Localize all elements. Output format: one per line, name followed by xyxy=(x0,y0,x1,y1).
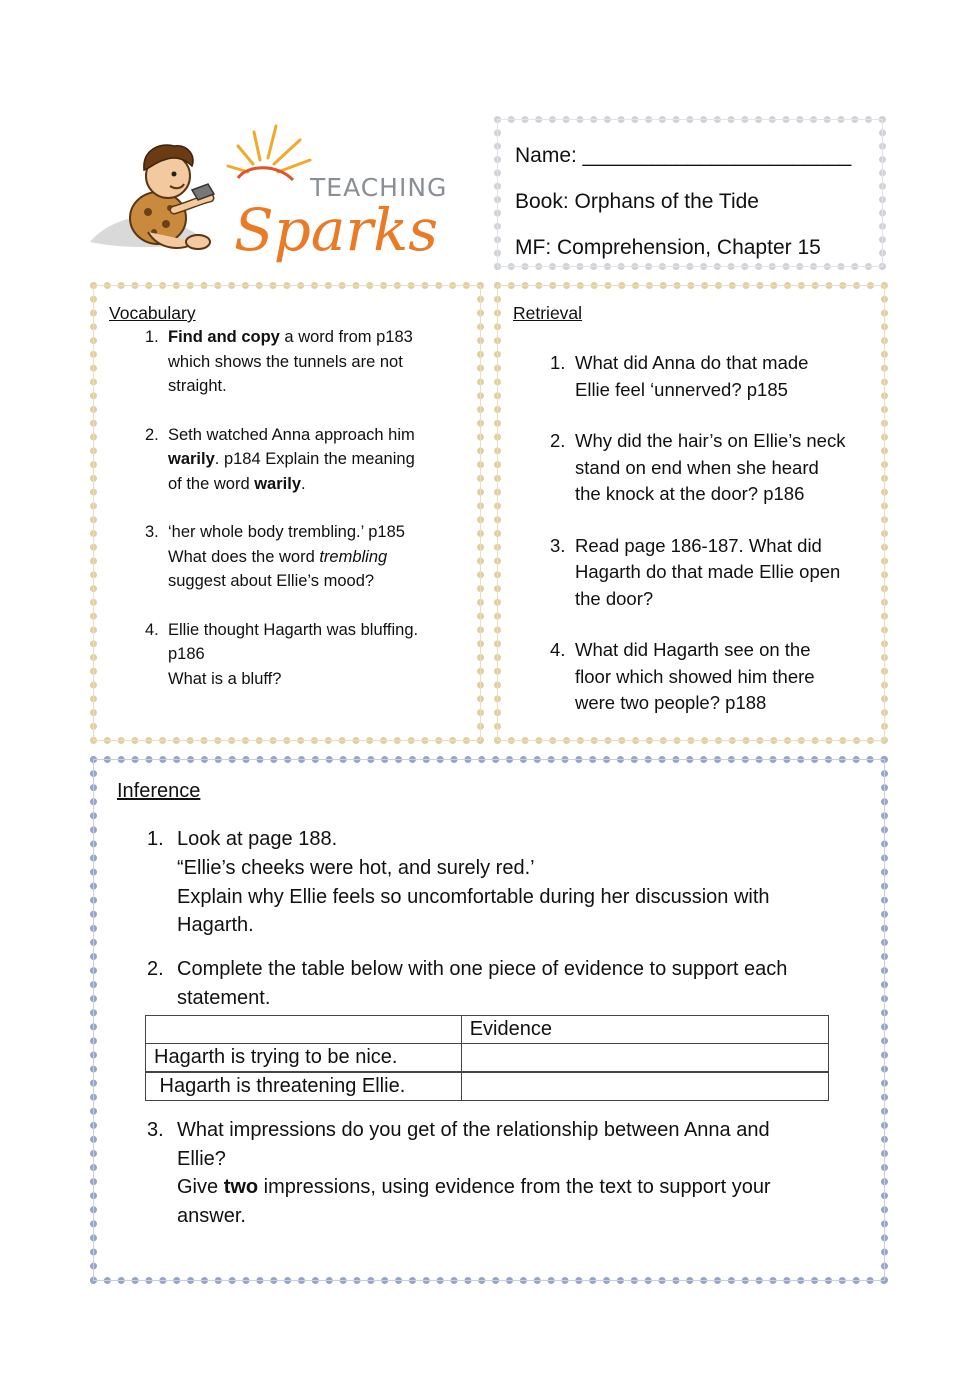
keyword-bold: warily xyxy=(254,474,301,493)
retrieval-question-4 xyxy=(513,637,871,717)
question-text: impressions, using evidence from the text to support your xyxy=(258,1176,771,1199)
table-row xyxy=(146,1043,829,1071)
question-text: were two people? p188 xyxy=(575,692,767,713)
question-text: What did Anna do that made xyxy=(575,352,809,373)
question-text: p186 xyxy=(168,645,205,663)
question-text: Hagarth do that made Ellie open xyxy=(575,561,841,582)
evidence-answer-cell[interactable] xyxy=(461,1072,828,1100)
question-text: of the word xyxy=(168,474,255,493)
question-number: 3. xyxy=(147,1118,164,1141)
question-number: 2. xyxy=(147,958,164,981)
retrieval-question-list xyxy=(513,350,871,717)
inference-heading: Inference xyxy=(117,780,201,802)
question-text: Give xyxy=(177,1176,224,1199)
question-text: Explain why Ellie feels so uncomfortable during her discussion with xyxy=(177,885,770,908)
mf-title: MF: Comprehension, Chapter 15 xyxy=(515,236,821,259)
question-text: Read page 186-187. What did xyxy=(575,534,822,556)
question-text: . xyxy=(301,474,306,493)
table-header-cell: Evidence xyxy=(461,1015,828,1043)
retrieval-heading: Retrieval xyxy=(513,303,583,323)
name-field[interactable]: Name: _______________________ xyxy=(515,144,852,167)
instruction-bold: Find and copy xyxy=(168,328,280,346)
vocabulary-question-list xyxy=(109,325,467,691)
inference-question-3 xyxy=(117,1116,861,1231)
book-title: Book: Orphans of the Tide xyxy=(515,190,759,213)
question-text: What did Hagarth see on the xyxy=(575,639,811,660)
vocabulary-question-2 xyxy=(109,423,467,497)
question-text: Ellie feel ‘unnerved? p185 xyxy=(575,378,788,400)
inference-section xyxy=(90,756,888,1284)
evidence-answer-cell[interactable] xyxy=(461,1043,828,1071)
question-number: 1. xyxy=(145,328,159,346)
question-text: stand on end when she heard xyxy=(575,456,819,478)
retrieval-question-3 xyxy=(513,533,871,613)
question-text: the knock at the door? p186 xyxy=(575,483,805,504)
keyword-bold: two xyxy=(223,1176,259,1199)
vocabulary-heading: Vocabulary xyxy=(109,303,196,323)
teaching-sparks-logo xyxy=(88,120,458,265)
question-text: What impressions do you get of the relationship between Anna and xyxy=(177,1118,770,1141)
vocabulary-question-3 xyxy=(109,520,467,594)
question-text: Ellie thought Hagarth was bluffing. xyxy=(168,620,419,639)
question-number: 3. xyxy=(145,523,159,541)
question-text: . p184 Explain the meaning xyxy=(214,450,415,468)
question-text: Why did the hair’s on Ellie’s neck xyxy=(575,430,846,451)
table-header-row xyxy=(146,1015,829,1043)
question-text: the door? xyxy=(575,587,654,609)
retrieval-question-1 xyxy=(513,350,871,403)
question-text: What is a bluff? xyxy=(168,669,282,688)
question-text: Hagarth. xyxy=(177,914,254,937)
svg-text:Sparks: Sparks xyxy=(234,196,439,264)
statement-cell: Hagarth is threatening Ellie. xyxy=(146,1072,462,1100)
statement-cell: Hagarth is trying to be nice. xyxy=(146,1043,462,1071)
question-number: 2. xyxy=(145,425,159,444)
caveman-mascot-icon xyxy=(88,120,458,265)
question-text: Complete the table below with one piece of evidence to support each xyxy=(177,958,788,981)
question-number: 1. xyxy=(550,352,566,373)
question-number: 2. xyxy=(550,430,566,451)
question-text: Look at page 188. xyxy=(177,828,338,850)
quote-text: “Ellie’s cheeks were hot, and surely red.’ xyxy=(177,856,535,879)
evidence-table xyxy=(145,1015,829,1101)
question-text: Seth watched Anna approach him xyxy=(168,425,415,444)
question-text: answer. xyxy=(177,1205,246,1228)
question-number: 4. xyxy=(550,639,566,660)
vocabulary-section xyxy=(90,282,484,744)
student-info-box xyxy=(494,116,886,270)
vocabulary-question-1 xyxy=(109,325,467,399)
question-text: suggest about Ellie’s mood? xyxy=(168,572,375,590)
question-text: a word from p183 xyxy=(279,328,413,346)
table-row xyxy=(146,1072,829,1100)
vocabulary-question-4 xyxy=(109,618,467,692)
inference-question-2 xyxy=(117,955,861,1101)
question-text: straight. xyxy=(168,377,227,395)
question-number: 1. xyxy=(147,828,164,850)
question-text: What does the word xyxy=(168,547,320,566)
inference-question-1 xyxy=(117,825,861,940)
keyword-italic: trembling xyxy=(319,547,388,566)
question-text: Ellie? xyxy=(177,1147,226,1170)
inference-question-list xyxy=(117,825,861,1231)
question-number: 4. xyxy=(145,620,159,639)
keyword-bold: warily xyxy=(168,450,215,468)
question-text: floor which showed him there xyxy=(575,665,815,687)
table-header-cell xyxy=(146,1015,462,1043)
svg-text:TEACHING: TEACHING xyxy=(310,173,448,202)
retrieval-section xyxy=(494,282,888,744)
retrieval-question-2 xyxy=(513,428,871,508)
question-text: which shows the tunnels are not xyxy=(168,352,403,371)
question-text: statement. xyxy=(177,986,271,1009)
question-number: 3. xyxy=(550,534,566,556)
question-text: ‘her whole body trembling.’ p185 xyxy=(168,523,405,541)
